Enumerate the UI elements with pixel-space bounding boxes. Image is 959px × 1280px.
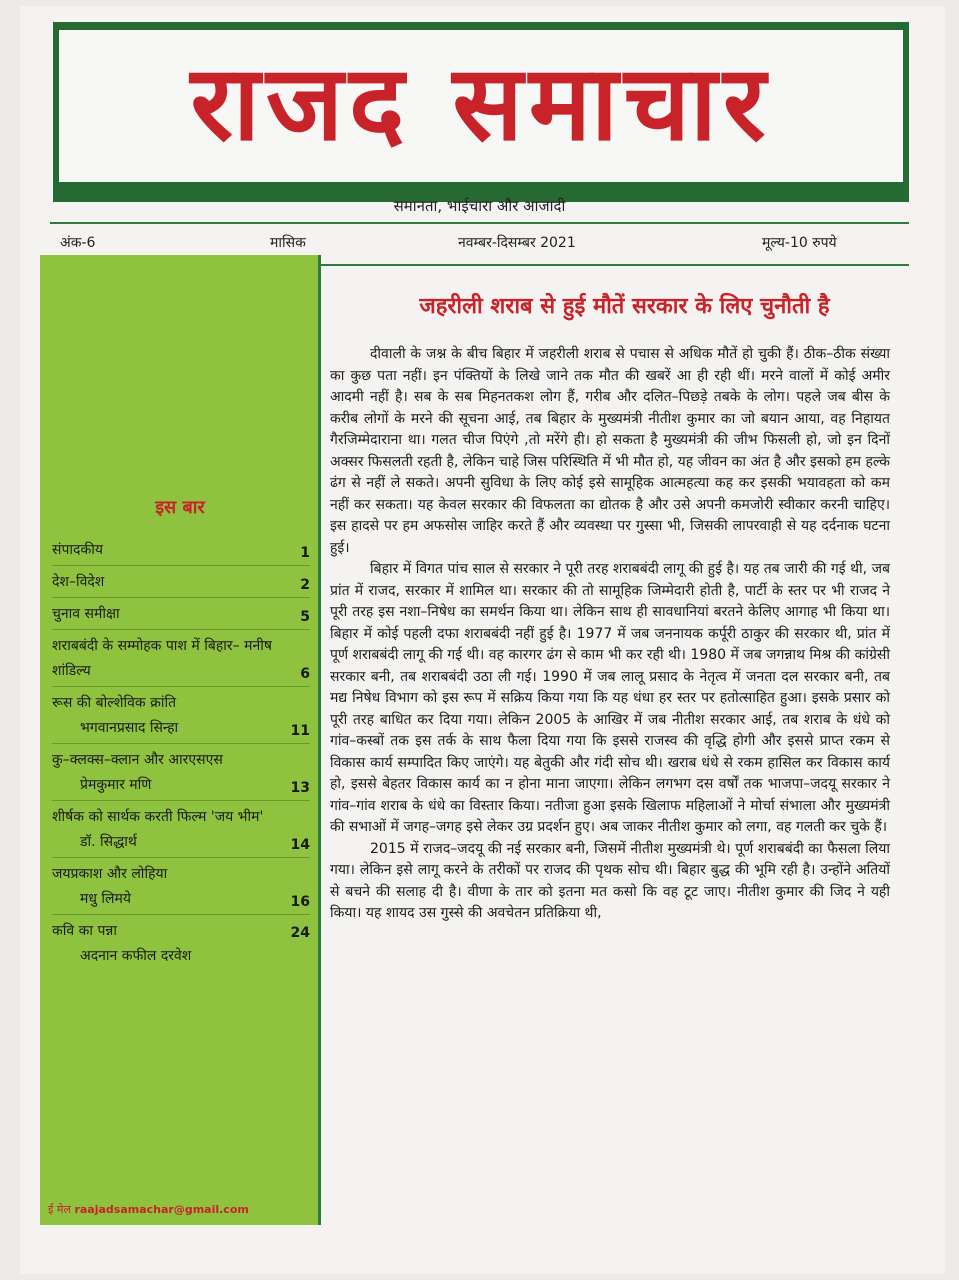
toc-title: देश–विदेश [52,574,105,590]
newspaper-title: राजद समाचार [190,42,772,164]
issue-date: नवम्बर-दिसम्बर 2021 [458,235,576,251]
toc-author: मधु लिमये [80,891,132,907]
toc-item[interactable] [52,805,310,858]
article-body [330,344,890,925]
article-headline: जहरीली शराब से हुई मौतें सरकार के लिए चुनौती है [419,294,830,319]
toc-title: चुनाव समीक्षा [52,606,120,622]
toc-item[interactable] [52,602,310,630]
toc-page: 6 [300,666,310,682]
toc-page: 1 [300,545,310,561]
email-label: ई मेल [48,1203,71,1216]
toc-author: अदनान कफील दरवेश [80,948,192,964]
frequency: मासिक [270,235,306,251]
toc-item[interactable] [52,634,310,687]
toc-item[interactable] [52,748,310,801]
article-paragraph: 2015 में राजद–जदयू की नई सरकार बनी, जिसमें नीतीश मुख्यमंत्री थे। पूर्ण शराबबंदी का फैसला लिया गया। लेकिन इसे लागू करने के तरीकों पर राजद की पृथक सोच थी। बिहार बुद्ध की भूमि रही है। उन्होंने अतियों से बचने की सलाह दी है। वीणा के तार को इतना मत कसो कि वह टूट जाए। नीतीश कुमार की जिद ने यही किया। यह शायद उस गुस्से की अवचेतन प्रतिक्रिया थी, [330,840,890,921]
toc-item[interactable] [52,862,310,915]
toc-page: 11 [290,723,310,739]
toc-title: कु–क्लक्स–क्लान और आरएसएस [52,752,223,768]
toc-title: शराबबंदी के सम्मोहक पाश में बिहार– मनीष शांडिल्य [52,638,272,679]
toc-author: भगवानप्रसाद सिन्हा [80,720,179,736]
toc-item[interactable] [52,538,310,566]
issue-number: अंक-6 [60,235,96,251]
toc-title: जयप्रकाश और लोहिया [52,866,168,882]
toc-title: रूस की बोल्शेविक क्रांति [52,695,177,711]
contents-sidebar [40,255,320,1225]
contents-heading: इस बार [155,497,205,518]
tagline: समानता, भाईचारा और आजादी [393,197,566,215]
toc-author: डॉ. सिद्धार्थ [80,834,137,850]
toc-page: 5 [300,609,310,625]
toc-page: 2 [300,577,310,593]
toc-title: संपादकीय [52,542,103,558]
toc-page: 16 [290,894,310,910]
price: मूल्य-10 रुपये [762,235,837,251]
table-of-contents [52,538,310,975]
toc-item[interactable] [52,570,310,598]
contact-email [48,1202,249,1217]
article-paragraph: बिहार में विगत पांच साल से सरकार ने पूरी तरह शराबबंदी लागू की हुई है। यह तब जारी की गई थी, जब प्रांत में राजद, सरकार में शामिल था। सरकार की तो सामूहिक जिम्मेदारी होती है, पार्टी के स्तर पर भी राजद ने पूरी तरह इस नशा–निषेध का समर्थन किया था। लेकिन साथ ही सावधानियां बरतने केलिए आगाह भी किया था। बिहार में कोई पहली दफा शराबबंदी नहीं हुई है। 1977 में जब जननायक कर्पूरी ठाकुर की सरकार थी, प्रांत में पूर्ण शराबबंदी लागू की गई थी। वह कारगर ढंग से काम भी कर रही थी। 1980 में जब जगन्नाथ मिश्र की कांग्रेसी सरकार बनी, तब शराबबंदी उठा ली गई। 1990 में जब लालू प्रसाद के नेतृत्व में जनता दल सरकार बनी, तब मद्य निषेध विभाग को इस रूप में सक्रिय किया गया कि यह धंधा हर स्तर पर हतोत्साहित हुआ। इसके प्रसार को पूरी तरह बाधित कर दिया गया। लेकिन 2005 के आखिर में जब नीतीश सरकार आई, तब शराब के धंधे को गांव–कस्बों तक इस तर्क के साथ फैला दिया गया कि इससे राजस्व की वृद्धि होगी और इससे प्राप्त रकम से विकास कार्य सम्पादित किए जाएंगे। यह बेतुकी और गंदी सोच थी। खराब धंधे से रकम हासिल कर विकास कार्य हो, इससे बेहतर विकास कार्य का न होना माना जाएगा। लेकिन लगभग दस वर्षों तक भाजपा–जदयू सरकार ने गांव–गांव शराब के धंधे का विस्तार किया। नतीजा हुआ इसके खिलाफ महिलाओं ने मोर्चा संभाला और मुख्यमंत्री की सभाओं में जगह–जगह इसे लेकर उग्र प्रदर्शन हुए। अब जाकर नीतीश कुमार को लगा, वह गलती कर चुके हैं। [330,561,890,835]
masthead [53,22,909,202]
toc-item[interactable] [52,919,310,971]
article-paragraph: दीवाली के जश्न के बीच बिहार में जहरीली शराब से पचास से अधिक मौतें हो चुकी हैं। ठीक–ठीक संख्या का कुछ पता नहीं। इन पंक्तियों के लिखे जाने तक मौत की खबरें आ ही रही थीं। मरने वालों में कोई अमीर आदमी नहीं है। सब के सब मिहनतकश लोग हैं, गरीब और दलित–पिछड़े तबके के लोग। पहले जब बीस के करीब लोगों के मरने की सूचना आई, तब बिहार के मुख्यमंत्री नीतीश कुमार का जो बयान आया, वह निहायत गैरजिम्मेदाराना था। गलत चीज पिएंगे ,तो मरेंगे ही। हो सकता है मुख्यमंत्री की जीभ फिसली हो, जो इन दिनों अक्सर फिसलती रहती है, लेकिन चाहे जिस परिस्थिति में भी मौत हो, यह जीवन का अंत है और इसको हम हल्के ढंग से नहीं ले सकते। अपनी सुविधा के लिए कोई इसे सामूहिक आत्महत्या कह कर इसकी भयावहता को कम नहीं कर सकता। यह केवल सरकार की विफलता का द्योतक है और उसे अपनी कमजोरी स्वीकार करनी चाहिए। इस हादसे पर हम अफसोस जाहिर करते हैं और व्यवस्था पर गुस्सा भी, जिसकी लापरवाही से यह दर्दनाक घटना हुई। [330,346,890,556]
toc-author: प्रेमकुमार मणि [80,777,152,793]
email-address[interactable]: raajadsamachar@gmail.com [74,1203,249,1216]
header-rule-top [50,222,909,224]
toc-title: शीर्षक को सार्थक करती फिल्म 'जय भीम' [52,809,264,825]
toc-page: 13 [290,780,310,796]
toc-title: कवि का पन्ना [52,923,117,939]
toc-item[interactable] [52,691,310,744]
masthead-banner [59,30,903,182]
column-divider [318,255,321,1225]
toc-page: 24 [290,925,310,941]
toc-page: 14 [290,837,310,853]
